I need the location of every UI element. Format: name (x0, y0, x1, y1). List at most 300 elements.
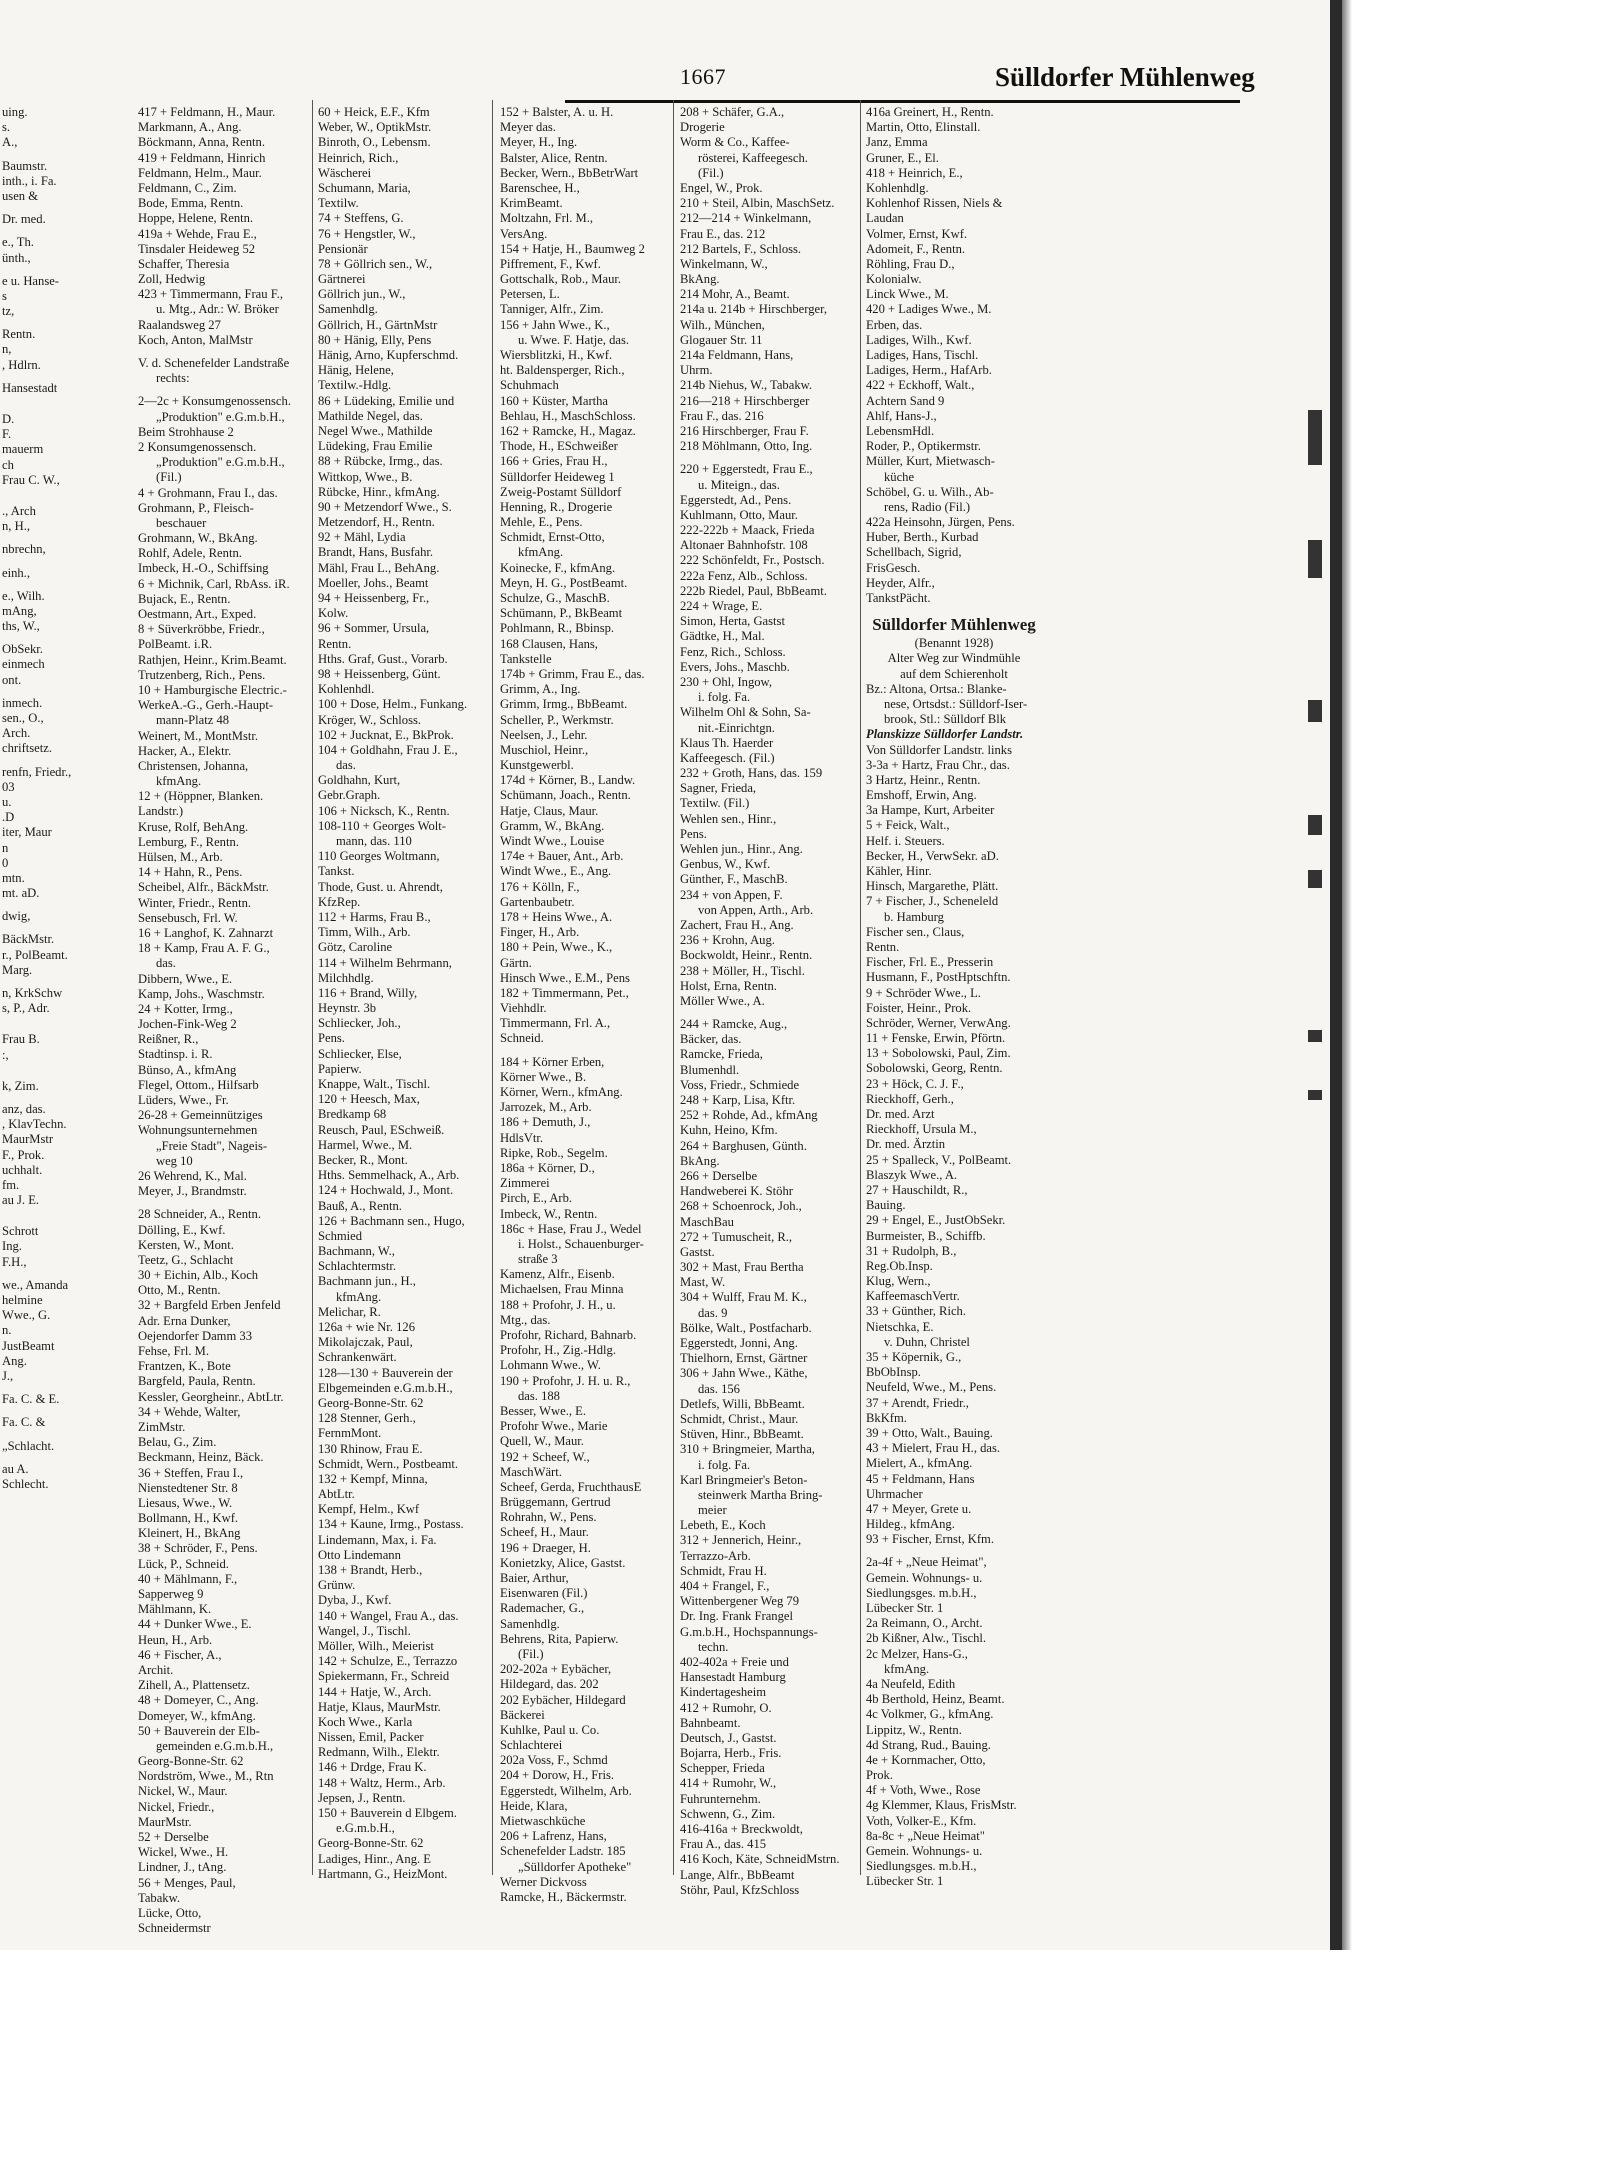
directory-line: Bölke, Walt., Postfacharb. (680, 1320, 812, 1335)
directory-line: 220 + Eggerstedt, Frau E., (680, 462, 813, 477)
directory-line: 214a Feldmann, Hans, (680, 348, 794, 362)
directory-line: tz, (2, 304, 15, 319)
directory-line (138, 348, 308, 356)
directory-line (2, 488, 100, 496)
directory-line: Windt Wwe., Louise (500, 834, 605, 848)
directory-line (2, 1208, 100, 1216)
directory-line: Adr. Erna Dunker, (138, 1313, 231, 1328)
directory-line: 417 + Feldmann, H., Maur. (138, 105, 276, 119)
directory-line (2, 204, 100, 212)
directory-line: 186 + Demuth, J., (500, 1115, 591, 1130)
directory-line: Frantzen, K., Bote (138, 1359, 231, 1374)
directory-line: 124 + Hochwald, J., Mont. (318, 1183, 454, 1198)
directory-line: Alter Weg zur Windmühle (887, 651, 1021, 666)
directory-line: 74 + Steffens, G. (318, 211, 404, 226)
directory-line: Eisenwaren (Fil.) (500, 1586, 588, 1601)
directory-line: Voth, Volker-E., Kfm. (866, 1813, 977, 1828)
directory-line (2, 1270, 100, 1278)
directory-line: 96 + Sommer, Ursula, (318, 621, 430, 636)
directory-line: Linck Wwe., M. (866, 287, 949, 302)
directory-line: Heinrich, Rich., (318, 150, 399, 165)
directory-line: Göllrich, H., GärtnMstr (318, 317, 438, 332)
directory-line: Arch. (2, 726, 31, 741)
directory-line: 114 + Wilhelm Behrmann, (318, 955, 452, 970)
directory-line: Raalandsweg 27 (138, 317, 221, 332)
directory-line: Elbgemeinden e.G.m.b.H., (318, 1380, 453, 1395)
directory-line: Kröger, W., Schloss. (318, 712, 422, 727)
directory-line: Jochen-Fink-Weg 2 (138, 1017, 237, 1032)
directory-line: 174d + Körner, B., Landw. (500, 773, 636, 788)
directory-line: 252 + Rohde, Ad., kfmAng (680, 1108, 818, 1123)
directory-line: 192 + Scheef, W., (500, 1449, 590, 1464)
directory-line: 182 + Timmermann, Pet., (500, 985, 629, 1000)
directory-line: Lübecker Str. 1 (866, 1874, 944, 1889)
directory-line: Imbeck, W., Rentn. (500, 1206, 598, 1221)
directory-line: 168 Clausen, Hans, (500, 636, 598, 651)
directory-line: gemeinden e.G.m.b.H., (156, 1738, 274, 1753)
directory-line: steinwerk Martha Bring- (698, 1487, 823, 1502)
directory-line: das. 156 (698, 1381, 740, 1396)
directory-line: 238 + Möller, H., Tischl. (680, 963, 805, 978)
directory-line: Frau E., das. 212 (680, 226, 766, 241)
directory-line: 178 + Heins Wwe., A. (500, 909, 613, 924)
directory-line: Schümann, P., BkBeamt (500, 606, 623, 621)
directory-line: 416-416a + Breckwoldt, (680, 1822, 803, 1836)
directory-line: (Benannt 1928) (914, 636, 994, 651)
directory-line: s (2, 288, 7, 303)
directory-line: Meyer, H., Ing. (500, 135, 578, 150)
directory-line: PolBeamt. i.R. (138, 637, 213, 652)
directory-line: Günther, F., MaschB. (680, 872, 788, 887)
directory-line: Dibbern, Wwe., E. (138, 971, 233, 986)
directory-line: das. (336, 758, 356, 773)
directory-line: Rohlf, Adele, Rentn. (138, 546, 242, 561)
directory-line: KfzRep. (318, 894, 361, 909)
directory-line: 39 + Otto, Walt., Bauing. (866, 1425, 993, 1440)
directory-line: Terrazzo-Arb. (680, 1548, 751, 1563)
directory-line: Rieckhoff, Gerh., (866, 1091, 954, 1106)
directory-line: 206 + Lafrenz, Hans, (500, 1829, 607, 1844)
directory-line: 190 + Profohr, J. H. u. R., (500, 1373, 631, 1388)
directory-line: Pohlmann, R., Bbinsp. (500, 621, 615, 636)
directory-line: Brandt, Hans, Busfahr. (318, 545, 434, 560)
directory-line: Reißner, R., (138, 1032, 199, 1047)
directory-line (2, 581, 100, 589)
directory-line: Wehlen jun., Hinr., Ang. (680, 842, 803, 856)
directory-line: Archit. (138, 1662, 174, 1677)
directory-line: Gottschalk, Rob., Maur. (500, 272, 622, 287)
directory-line: 4f + Voth, Wwe., Rose (866, 1783, 981, 1798)
directory-line: 120 + Heesch, Max, (318, 1092, 420, 1107)
directory-line: 208 + Schäfer, G.A., (680, 105, 785, 119)
directory-line: 26-28 + Gemeinnütziges (138, 1108, 263, 1123)
directory-line: Behlau, H., MaschSchloss. (500, 408, 636, 423)
directory-line (2, 1407, 100, 1415)
directory-line: 36 + Steffen, Frau I., (138, 1465, 244, 1480)
directory-line: 416a Greinert, H., Rentn. (866, 105, 994, 119)
binding-edge (1290, 0, 1330, 1950)
directory-line: Weinert, M., MontMstr. (138, 728, 259, 743)
directory-line: F.H., (2, 1254, 27, 1269)
directory-line: Schmidt, Wern., Postbeamt. (318, 1456, 459, 1471)
directory-line: Körner, Wern., kfmAng. (500, 1085, 623, 1099)
directory-line: Gebr.Graph. (318, 788, 381, 803)
directory-line: 212—214 + Winkelmann, (680, 211, 812, 226)
directory-line: Burmeister, B., Schiffb. (866, 1228, 986, 1243)
directory-line: Schellbach, Sigrid, (866, 545, 962, 560)
directory-line: Hinsch Wwe., E.M., Pens (500, 970, 630, 985)
directory-line: Schümann, Joach., Rentn. (500, 788, 631, 803)
directory-line: 12 + (Höppner, Blanken. (138, 789, 264, 804)
directory-line: 419 + Feldmann, Hinrich (138, 150, 266, 165)
directory-line: 204 + Dorow, H., Fris. (500, 1768, 615, 1783)
directory-line: Brüggemann, Gertrud (500, 1495, 611, 1510)
directory-line: Schulze, G., MaschB. (500, 591, 610, 605)
directory-line: 126 + Bachmann sen., Hugo, (318, 1213, 465, 1228)
directory-line: 4d Strang, Rud., Bauing. (866, 1737, 991, 1752)
directory-line: 154 + Hatje, H., Baumweg 2 (500, 241, 645, 256)
directory-line: 416 Koch, Käte, SchneidMstrn. (680, 1852, 840, 1867)
column-divider (860, 100, 861, 1875)
directory-line: inth., i. Fa. (2, 173, 57, 188)
directory-line: 210 + Steil, Albin, MaschSetz. (680, 196, 835, 211)
directory-line: Helf. i. Steuers. (866, 833, 945, 848)
directory-line: Ramcke, H., Bäckermstr. (500, 1889, 627, 1904)
directory-line: 92 + Mähl, Lydia (318, 530, 406, 545)
binding-mark (1308, 1030, 1322, 1042)
column-1 (138, 105, 308, 1936)
directory-line: 37 + Arendt, Friedr., (866, 1395, 969, 1410)
directory-line: Becker, R., Mont. (318, 1152, 408, 1167)
directory-line: 402-402a + Freie und (680, 1654, 789, 1669)
directory-line: anz, das. (2, 1101, 46, 1116)
column-5 (866, 105, 1042, 1890)
directory-line: ch (2, 457, 14, 472)
directory-line: renfn, Friedr., (2, 764, 72, 779)
directory-line: Finger, H., Arb. (500, 925, 580, 940)
directory-line: Kohlenhdl. (318, 682, 375, 697)
directory-line: ünth., (2, 250, 31, 265)
directory-line: 106 + Nicksch, K., Rentn. (318, 803, 450, 818)
directory-line: Tankst. (318, 864, 355, 879)
directory-line: Wickel, Wwe., H. (138, 1845, 229, 1860)
directory-line: 134 + Kaune, Irmg., Postass. (318, 1517, 464, 1532)
directory-line: 46 + Fischer, A., (138, 1647, 222, 1662)
directory-line: e u. Hanse- (2, 273, 59, 288)
directory-line: Kähler, Hinr. (866, 864, 932, 878)
directory-line (2, 534, 100, 542)
directory-line: fm. (2, 1177, 20, 1192)
directory-line: Ing. (2, 1239, 22, 1254)
directory-line: Deutsch, J., Gastst. (680, 1730, 777, 1745)
directory-line: Mielert, A., kfmAng. (866, 1456, 973, 1471)
directory-line: 423 + Timmermann, Frau F., (138, 287, 283, 302)
directory-line: von Appen, Arth., Arb. (698, 902, 814, 917)
directory-line: Nordström, Wwe., M., Rtn (138, 1769, 274, 1784)
directory-line: Stüven, Hinr., BbBeamt. (680, 1427, 804, 1442)
directory-line: Mählmann, K. (138, 1602, 212, 1617)
directory-line: Rademacher, G., (500, 1601, 585, 1616)
directory-line (2, 1063, 100, 1071)
directory-line: AbtLtr. (318, 1487, 355, 1502)
directory-line: helmine (2, 1293, 43, 1307)
directory-line: 78 + Göllrich sen., W., (318, 256, 433, 271)
directory-line: 2—2c + Konsumgenossensch. (138, 394, 291, 409)
directory-line: 214 Mohr, A., Beamt. (680, 287, 790, 302)
directory-line: ths, W., (2, 619, 40, 634)
directory-line: Timm, Wilh., Arb. (318, 925, 411, 940)
directory-line: 160 + Küster, Martha (500, 393, 609, 408)
directory-line: Textilw.-Hdlg. (318, 378, 392, 393)
directory-line: das. 188 (518, 1388, 560, 1403)
directory-line: Roder, P., Optikermstr. (866, 439, 981, 454)
directory-line: 412 + Rumohr, O. (680, 1700, 772, 1715)
directory-line: Huber, Berth., Kurbad (866, 530, 979, 545)
directory-line: iter, Maur (2, 825, 52, 840)
directory-line: Dr. med. (2, 212, 46, 227)
directory-line: Ladiges, Hinr., Ang. E (318, 1851, 431, 1866)
directory-line: 34 + Wehde, Walter, (138, 1404, 241, 1419)
directory-line: A., (2, 135, 18, 150)
directory-line: 14 + Hahn, R., Pens. (138, 865, 243, 880)
directory-line: Hacker, A., Elektr. (138, 743, 232, 758)
directory-line: Gruner, E., El. (866, 150, 939, 165)
directory-line: 310 + Bringmeier, Martha, (680, 1442, 815, 1457)
directory-line: BkKfm. (866, 1410, 907, 1425)
binding-mark (1308, 870, 1322, 888)
directory-line: 222 Schönfeldt, Fr., Postsch. (680, 553, 825, 568)
directory-line: 45 + Feldmann, Hans (866, 1471, 975, 1486)
directory-line: Schmidt, Christ., Maur. (680, 1411, 799, 1426)
directory-line: i. folg. Fa. (698, 1457, 751, 1472)
directory-line: n (2, 840, 9, 855)
directory-line: Drogerie (680, 120, 725, 135)
directory-line: 11 + Fenske, Erwin, Pförtn. (866, 1031, 1006, 1046)
directory-line: 40 + Mählmann, F., (138, 1571, 238, 1586)
directory-line: Mast, W. (680, 1275, 726, 1290)
directory-line: mann, das. 110 (336, 834, 412, 848)
directory-line: Domeyer, W., kfmAng. (138, 1708, 256, 1723)
directory-line: Werner Dickvoss (500, 1874, 587, 1889)
directory-line (2, 1094, 100, 1102)
directory-line: 4b Berthold, Heinz, Beamt. (866, 1692, 1005, 1707)
directory-line (2, 266, 100, 274)
directory-line: Erben, das. (866, 317, 923, 332)
directory-line (2, 1016, 100, 1024)
directory-line: Gärtn. (500, 955, 532, 970)
directory-line: LebensmHdl. (866, 423, 935, 438)
column-divider (312, 100, 313, 1875)
directory-line: Schneidermstr (138, 1921, 211, 1936)
directory-line: Tankstelle (500, 651, 552, 666)
directory-line: Metzendorf, H., Rentn. (318, 515, 435, 530)
directory-line: brook, Stl.: Sülldorf Blk (884, 712, 1007, 727)
directory-line: Gärtnerei (318, 272, 366, 287)
column-3 (500, 105, 670, 1905)
directory-line: Knappe, Walt., Tischl. (318, 1077, 431, 1091)
directory-line: Lübecker Str. 1 (866, 1601, 944, 1615)
directory-line: D. (2, 412, 15, 426)
directory-line: r., PolBeamt. (2, 947, 68, 962)
directory-line: 86 + Lüdeking, Emilie und (318, 393, 455, 408)
directory-line: Sülldorfer Heideweg 1 (500, 469, 615, 484)
directory-line: Simon, Herta, Gastst (680, 614, 785, 629)
directory-line: Kleinert, H., BkAng (138, 1526, 241, 1541)
directory-line: Koch, Anton, MalMstr (138, 332, 253, 347)
directory-line: Teetz, G., Schlacht (138, 1252, 234, 1267)
directory-line: nbrechn, (2, 542, 46, 557)
directory-line: 90 + Metzendorf Wwe., S. (318, 499, 452, 514)
directory-line: 0 (2, 855, 9, 870)
directory-line (2, 634, 100, 642)
directory-line: Schlachtermstr. (318, 1259, 396, 1274)
directory-line: Mikolajczak, Paul, (318, 1335, 413, 1350)
directory-line: 47 + Meyer, Grete u. (866, 1501, 972, 1516)
directory-line (2, 1216, 100, 1224)
directory-line: Lebeth, E., Koch (680, 1518, 766, 1533)
page-number: 1667 (680, 64, 726, 89)
directory-line: 196 + Draeger, H. (500, 1540, 591, 1555)
directory-line: 5 + Feick, Walt., (866, 818, 950, 833)
directory-line: 162 + Ramcke, H., Magaz. (500, 423, 636, 438)
directory-line: Reusch, Paul, ESchweiß. (318, 1122, 445, 1137)
binding-mark (1308, 815, 1322, 835)
directory-line: Meyn, H. G., PostBeamt. (500, 575, 628, 590)
directory-line: 27 + Hauschildt, R., (866, 1182, 968, 1197)
directory-line: (Fil.) (698, 165, 724, 180)
directory-line (2, 901, 100, 909)
directory-line: usen & (2, 188, 39, 203)
page-edge-shadow (1330, 0, 1342, 1950)
directory-line: e., Wilh. (2, 588, 45, 603)
directory-line: Planskizze Sülldorfer Landstr. (866, 727, 1024, 742)
directory-line: Meyer das. (500, 120, 556, 135)
directory-line: Reg.Ob.Insp. (866, 1258, 933, 1273)
directory-line: ZimMstr. (138, 1419, 186, 1434)
column-0 (2, 105, 100, 1492)
directory-line: Klug, Wern., (866, 1274, 931, 1289)
directory-line: Georg-Bonne-Str. 62 (138, 1754, 244, 1769)
directory-line: 03 (2, 779, 15, 794)
directory-line: Bachmann jun., H., (318, 1274, 416, 1289)
directory-line: .D (2, 810, 15, 825)
directory-line: ht. Baldensperger, Rich., (500, 363, 625, 378)
directory-line: 32 + Bargfeld Erben Jenfeld (138, 1298, 281, 1313)
directory-line (2, 404, 100, 412)
directory-line: 4e + Kornmacher, Otto, (866, 1752, 986, 1767)
page-edge-gradient (1342, 0, 1352, 1950)
directory-line: Evers, Johs., Maschb. (680, 659, 790, 674)
directory-line: Müller, Kurt, Mietwasch- (866, 454, 995, 469)
directory-line: Lohmann Wwe., W. (500, 1358, 601, 1373)
directory-line (2, 1024, 100, 1032)
directory-line: Blaszyk Wwe., A. (866, 1167, 958, 1182)
directory-line: Ahlf, Hans-J., (866, 408, 937, 423)
directory-line: Stöhr, Paul, KfzSchloss (680, 1882, 800, 1897)
directory-line: Tabakw. (138, 1890, 181, 1905)
directory-line: das. 9 (698, 1305, 728, 1320)
directory-line: MaurMstr. (138, 1814, 192, 1829)
directory-line: 94 + Heissenberg, Fr., (318, 591, 430, 605)
binding-mark (1308, 1090, 1322, 1100)
directory-line: Hänig, Helene, (318, 363, 394, 378)
directory-line: 126a + wie Nr. 126 (318, 1320, 415, 1334)
directory-line: Siedlungsges. m.b.H., (866, 1859, 977, 1874)
directory-line: mauerm (2, 442, 44, 457)
directory-line: Becker, Wern., BbBetrWart (500, 165, 639, 180)
directory-line: Pensionär (318, 241, 368, 256)
directory-line (2, 227, 100, 235)
directory-line: mann-Platz 48 (156, 713, 230, 728)
directory-line: Fischer sen., Claus, (866, 924, 965, 939)
directory-line: 50 + Bauverein der Elb- (138, 1723, 260, 1738)
directory-line: BkAng. (680, 1153, 720, 1168)
directory-line (866, 606, 1042, 614)
directory-line: 420 + Ladiges Wwe., M. (866, 302, 992, 317)
directory-line: Mietwaschküche (500, 1814, 586, 1828)
directory-line: 234 + von Appen, F. (680, 887, 783, 902)
directory-line: Hildegard, das. 202 (500, 1677, 599, 1692)
directory-line: Nickel, Friedr., (138, 1799, 215, 1814)
directory-line: weg 10 (156, 1153, 193, 1168)
directory-line: FrisGesch. (866, 560, 921, 575)
directory-line: Sülldorfer Mühlenweg (872, 615, 1036, 635)
directory-line (2, 496, 100, 504)
directory-line: BkAng. (680, 272, 720, 287)
directory-line: 202 Eybächer, Hildegard (500, 1692, 626, 1707)
directory-line: 43 + Mielert, Frau H., das. (866, 1441, 1001, 1456)
directory-line: Dr. med. Arzt (866, 1107, 935, 1121)
directory-line: Koinecke, F., kfmAng. (500, 560, 616, 575)
directory-line: Heynstr. 3b (318, 1001, 377, 1016)
directory-line: Quell, W., Maur. (500, 1434, 584, 1449)
directory-line: Kruse, Rolf, BehAng. (138, 819, 249, 834)
directory-line: Körner Wwe., B. (500, 1069, 587, 1084)
directory-line: 202a Voss, F., Schmd (500, 1753, 608, 1768)
directory-line: Zoll, Hedwig (138, 272, 206, 287)
directory-line: Bujack, E., Rentn. (138, 591, 231, 606)
directory-line: e., Th. (2, 235, 34, 250)
directory-line: Profohr, Richard, Bahnarb. (500, 1328, 637, 1342)
directory-line: Frau F., das. 216 (680, 408, 764, 423)
directory-line: Bahnbeamt. (680, 1715, 741, 1730)
directory-line: 2 Konsumgenossensch. (138, 439, 257, 454)
directory-line: Redmann, Wilh., Elektr. (318, 1745, 440, 1760)
directory-line: Textilw. (318, 196, 359, 211)
directory-line: Engel, W., Prok. (680, 180, 763, 195)
directory-line: e.G.m.b.H., (336, 1821, 395, 1836)
directory-line: Schmied (318, 1228, 363, 1243)
directory-line: Scheibel, Alfr., BäckMstr. (138, 880, 269, 895)
directory-line: Barenschee, H., (500, 180, 580, 195)
directory-line: Klaus Th. Haerder (680, 735, 774, 750)
directory-line: Uhrmacher (866, 1486, 923, 1501)
directory-line: 44 + Dunker Wwe., E. (138, 1617, 252, 1632)
directory-line: Hülsen, M., Arb. (138, 850, 223, 864)
directory-line: kfmAng. (884, 1661, 930, 1676)
directory-line: Dr. med. Ärztin (866, 1137, 946, 1152)
directory-line: 128—130 + Bauverein der (318, 1365, 453, 1380)
directory-line: Worm & Co., Kaffee- (680, 135, 790, 150)
directory-line: Grohmann, W., BkAng. (138, 531, 258, 546)
directory-line: Jarrozek, M., Arb. (500, 1100, 592, 1115)
directory-line: Rentn. (866, 939, 900, 954)
directory-line: Feldmann, C., Zim. (138, 180, 237, 195)
directory-line: 230 + Ohl, Ingow, (680, 674, 772, 689)
directory-line: KaffeemaschVertr. (866, 1289, 960, 1304)
directory-line: Hths. Graf, Gust., Vorarb. (318, 651, 448, 666)
directory-line: MaurMstr (2, 1132, 54, 1147)
